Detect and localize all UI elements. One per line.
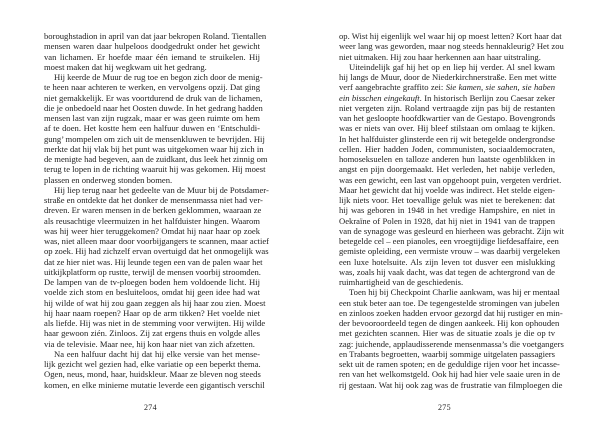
text-line: van het gesloopte hoofdkwartier van de Gestapo. Bovengronds <box>339 113 556 123</box>
text-line: plassen en onderweg stonden bomen. <box>44 174 173 185</box>
text-line: was hij weer hier teruggekomen? Omdat hij naar haar op zoek <box>44 225 260 236</box>
text-line: voelde zich stom en besluiteloos, omdat hij geen idee had wat <box>44 287 260 298</box>
text-line: De lampen van de tv-ploegen boden hem voldoende licht. Hij <box>44 277 260 287</box>
text-line: als reusachtige vleermuizen in het halfduister hingen. Waarom <box>44 215 260 226</box>
text-line: komen, en elke minieme mutatie leverde een gigantisch verschil <box>44 379 265 390</box>
text-line: merkte dat hij vlak bij het punt was uitgekomen waar hij zich in <box>44 143 264 154</box>
text-run: verf aangebrachte graffito zei: <box>339 82 444 93</box>
text-line: hij langs de Muur, door de Niederkirchnerstraße. Een met witte <box>339 72 557 82</box>
page-number: 274 <box>144 403 157 412</box>
text-line: niet vergeten zijn. Roland vertraagde zijn pas bij de restanten <box>339 102 555 113</box>
text-line: ruimhartigheid van de geschiedenis. <box>339 277 464 287</box>
text-line: dreven. Er waren mensen in de berken geklommen, waaraan ze <box>44 205 262 216</box>
text-line: niet uitmaken. Hij zou haar herkennen aan haar uitstraling. <box>339 51 541 62</box>
text-line: een stuk beter aan toe. De tegengestelde stromingen van jubelen <box>339 297 560 308</box>
right-page-text <box>339 31 565 390</box>
text-line: Hij keerde de Muur de rug toe en begon zich door de menig- <box>54 72 263 82</box>
text-line: op. Wist hij eigenlijk wel waar hij op moest letten? Kort haar dat <box>339 31 562 41</box>
text-line: van de synagoge was gesleurd en hierheen was gebracht. Zijn wit <box>339 225 565 236</box>
text-line: weer lang was geworden, maar nog steeds hennakleurig? Het zou <box>339 41 564 52</box>
text-line: de menigte had begeven, aan de zuidkant, dus leek het zinnig om <box>44 154 268 164</box>
text-line: die je onbedoeld naar het Oosten duwde. In het gedrang hadden <box>44 102 263 113</box>
text-line: was, niet alleen maar door voorbijgangers te scannen, maar actief <box>44 236 270 246</box>
text-line: homoseksuelen en talloze anderen hun laatste ogenblikken in <box>339 154 555 164</box>
text-line: hij wilde of wat hij zou gaan zeggen als hij haar zou zien. Moest <box>44 297 266 308</box>
italic-quote: Sie kamen, sie sahen, sie haben <box>445 82 555 93</box>
text-line: In het halfduister glinsterde een rij wit betegelde ondergrondse <box>339 133 555 144</box>
text-line: en Trabants begroetten, waarbij sommige uitgelaten passagiers <box>339 348 555 359</box>
text-line: van lichamen. Er hoefde maar één iemand te struikelen. Hij <box>44 51 260 62</box>
text-line: terug te lopen in de richting waaruit hij was gekomen. Hij moest <box>44 164 266 175</box>
text-line: zag: juichende, applaudisserende mensenmassa’s die voetgangers <box>339 338 564 349</box>
text-line: hij was geboren in 1948 in het vredige Hampshire, en niet in <box>339 205 555 216</box>
text-line: als liefde. Hij was niet in de stemming voor verwijten. Hij wilde <box>44 318 266 328</box>
text-line: mensen last van zijn rugzak, maar er was geen ruimte om hem <box>44 113 260 123</box>
text-line: lijk gezicht wel gezien had, elke variatie op een beperkt thema. <box>44 359 261 369</box>
text-line: Na een halfuur dacht hij dat hij elke versie van het mense- <box>54 348 260 359</box>
left-page-text <box>44 31 270 390</box>
text-line: straße en ontdekte dat het donker de mensenmassa niet had ver- <box>44 195 263 205</box>
text-line: Maar het gewicht dat hij voelde was indirect. Het stelde eigen- <box>339 184 555 195</box>
text-line: op zoek. Hij had zichzelf ervan overtuigd dat het onmogelijk was <box>44 246 269 257</box>
text-line: en zinloos zoeken hadden ervoor gezorgd dat hij rustiger en min- <box>339 307 563 318</box>
text-line: uitkijkplatform op rustte, terwijl de mensen voorbij stroomden. <box>44 266 261 277</box>
text-line: af te doen. Het kostte hem een halfuur duwen en ‘Entschuldi- <box>44 123 260 134</box>
text-line: lijk niets voor. Het toevallige geluk was niet te berekenen: dat <box>339 195 555 205</box>
text-line: via de televisie. Maar nee, hij kon haar niet van zich afzetten. <box>44 338 255 349</box>
text-line: cellen. Hier hadden Joden, communisten, sociaaldemocraten, <box>339 143 555 154</box>
text-line <box>339 93 555 103</box>
text-line: rij gestaan. Wat hij ook zag was de frustratie van filmploegen die <box>339 379 563 390</box>
text-line: mensen waren daar hulpeloos doodgedrukt onder het gewicht <box>44 41 260 52</box>
text-line: gung’ mompelen om zich uit de mensenkluwen te bevrijden. Hij <box>44 133 265 144</box>
text-line: hij haar naam roepen? Haar op de arm tikken? Het voelde niet <box>44 307 260 318</box>
text-line: was, zoals hij vaak dacht, was dat tegen de achtergrond van de <box>339 266 555 277</box>
text-line: moest maken dat hij wegkwam uit het gedrang. <box>44 61 207 72</box>
text-line: Ogen, neus, mond, haar, huidskleur. Maar ze bleven nog steeds <box>44 369 261 380</box>
text-line: te heen naar achteren te werken, en vervolgens opzij. Dat ging <box>44 82 260 93</box>
text-line <box>339 82 555 92</box>
text-run: . In historisch Berlijn zou Caesar zeker <box>419 92 555 103</box>
text-line: was er niets van over. Hij bleef stilstaan om omlaag te kijken. <box>339 123 555 134</box>
page-number: 275 <box>438 403 451 412</box>
text-line: ren van het welkomstgeld. Ook hij had hier vele saaie uren in de <box>339 369 561 380</box>
text-line: dat ze hier niet was. Hij leunde tegen een van de palen waar het <box>44 256 263 267</box>
text-line: niet gemakkelijk. Er was voortdurend de druk van de lichamen, <box>44 92 263 103</box>
text-line: angst en pijn doorgemaakt. Het verleden, het nabije verleden, <box>339 164 555 175</box>
text-line: Uiteindelijk gaf hij het op en liep hij verder. Al snel kwam <box>349 61 555 72</box>
italic-quote: ein bisschen eingekauft <box>339 92 420 103</box>
text-line: was een gewicht, een last van opgehoopt puin, vergeten verdriet. <box>339 174 562 185</box>
text-line: der bevooroordeeld tegen de dingen aankeek. Hij kon ophouden <box>339 318 560 328</box>
text-line: haar gewoon zién. Zinloos. Zij zat ergens thuis en volgde alles <box>44 328 260 339</box>
text-line: Toen hij bij Checkpoint Charlie aankwam, was hij er mentaal <box>349 287 560 298</box>
text-line: een luxe hotelsuite. Als zijn leven tot dusver een mislukking <box>339 256 555 267</box>
text-line: Oekraïne of Polen in 1928, dat hij niet in 1941 van de trappen <box>339 215 555 226</box>
text-line: sekt uit de ramen spoten; en de geduldige rijen voor het incasse- <box>339 359 560 369</box>
right-page <box>300 0 600 440</box>
text-line: boroughstadion in april van dat jaar bekropen Roland. Tientallen <box>44 31 267 41</box>
text-line: met gezichten scannen. Hier was de situatie zoals je die op tv <box>339 328 555 339</box>
text-line: Hij liep terug naar het gedeelte van de Muur bij de Potsdamer- <box>54 184 269 195</box>
text-line: betegelde cel – een pianoles, een vroegtijdige liefdesaffaire, een <box>339 236 559 246</box>
text-line: gemiste opleiding, een vermiste vrouw – was daarbij vergeleken <box>339 246 561 257</box>
